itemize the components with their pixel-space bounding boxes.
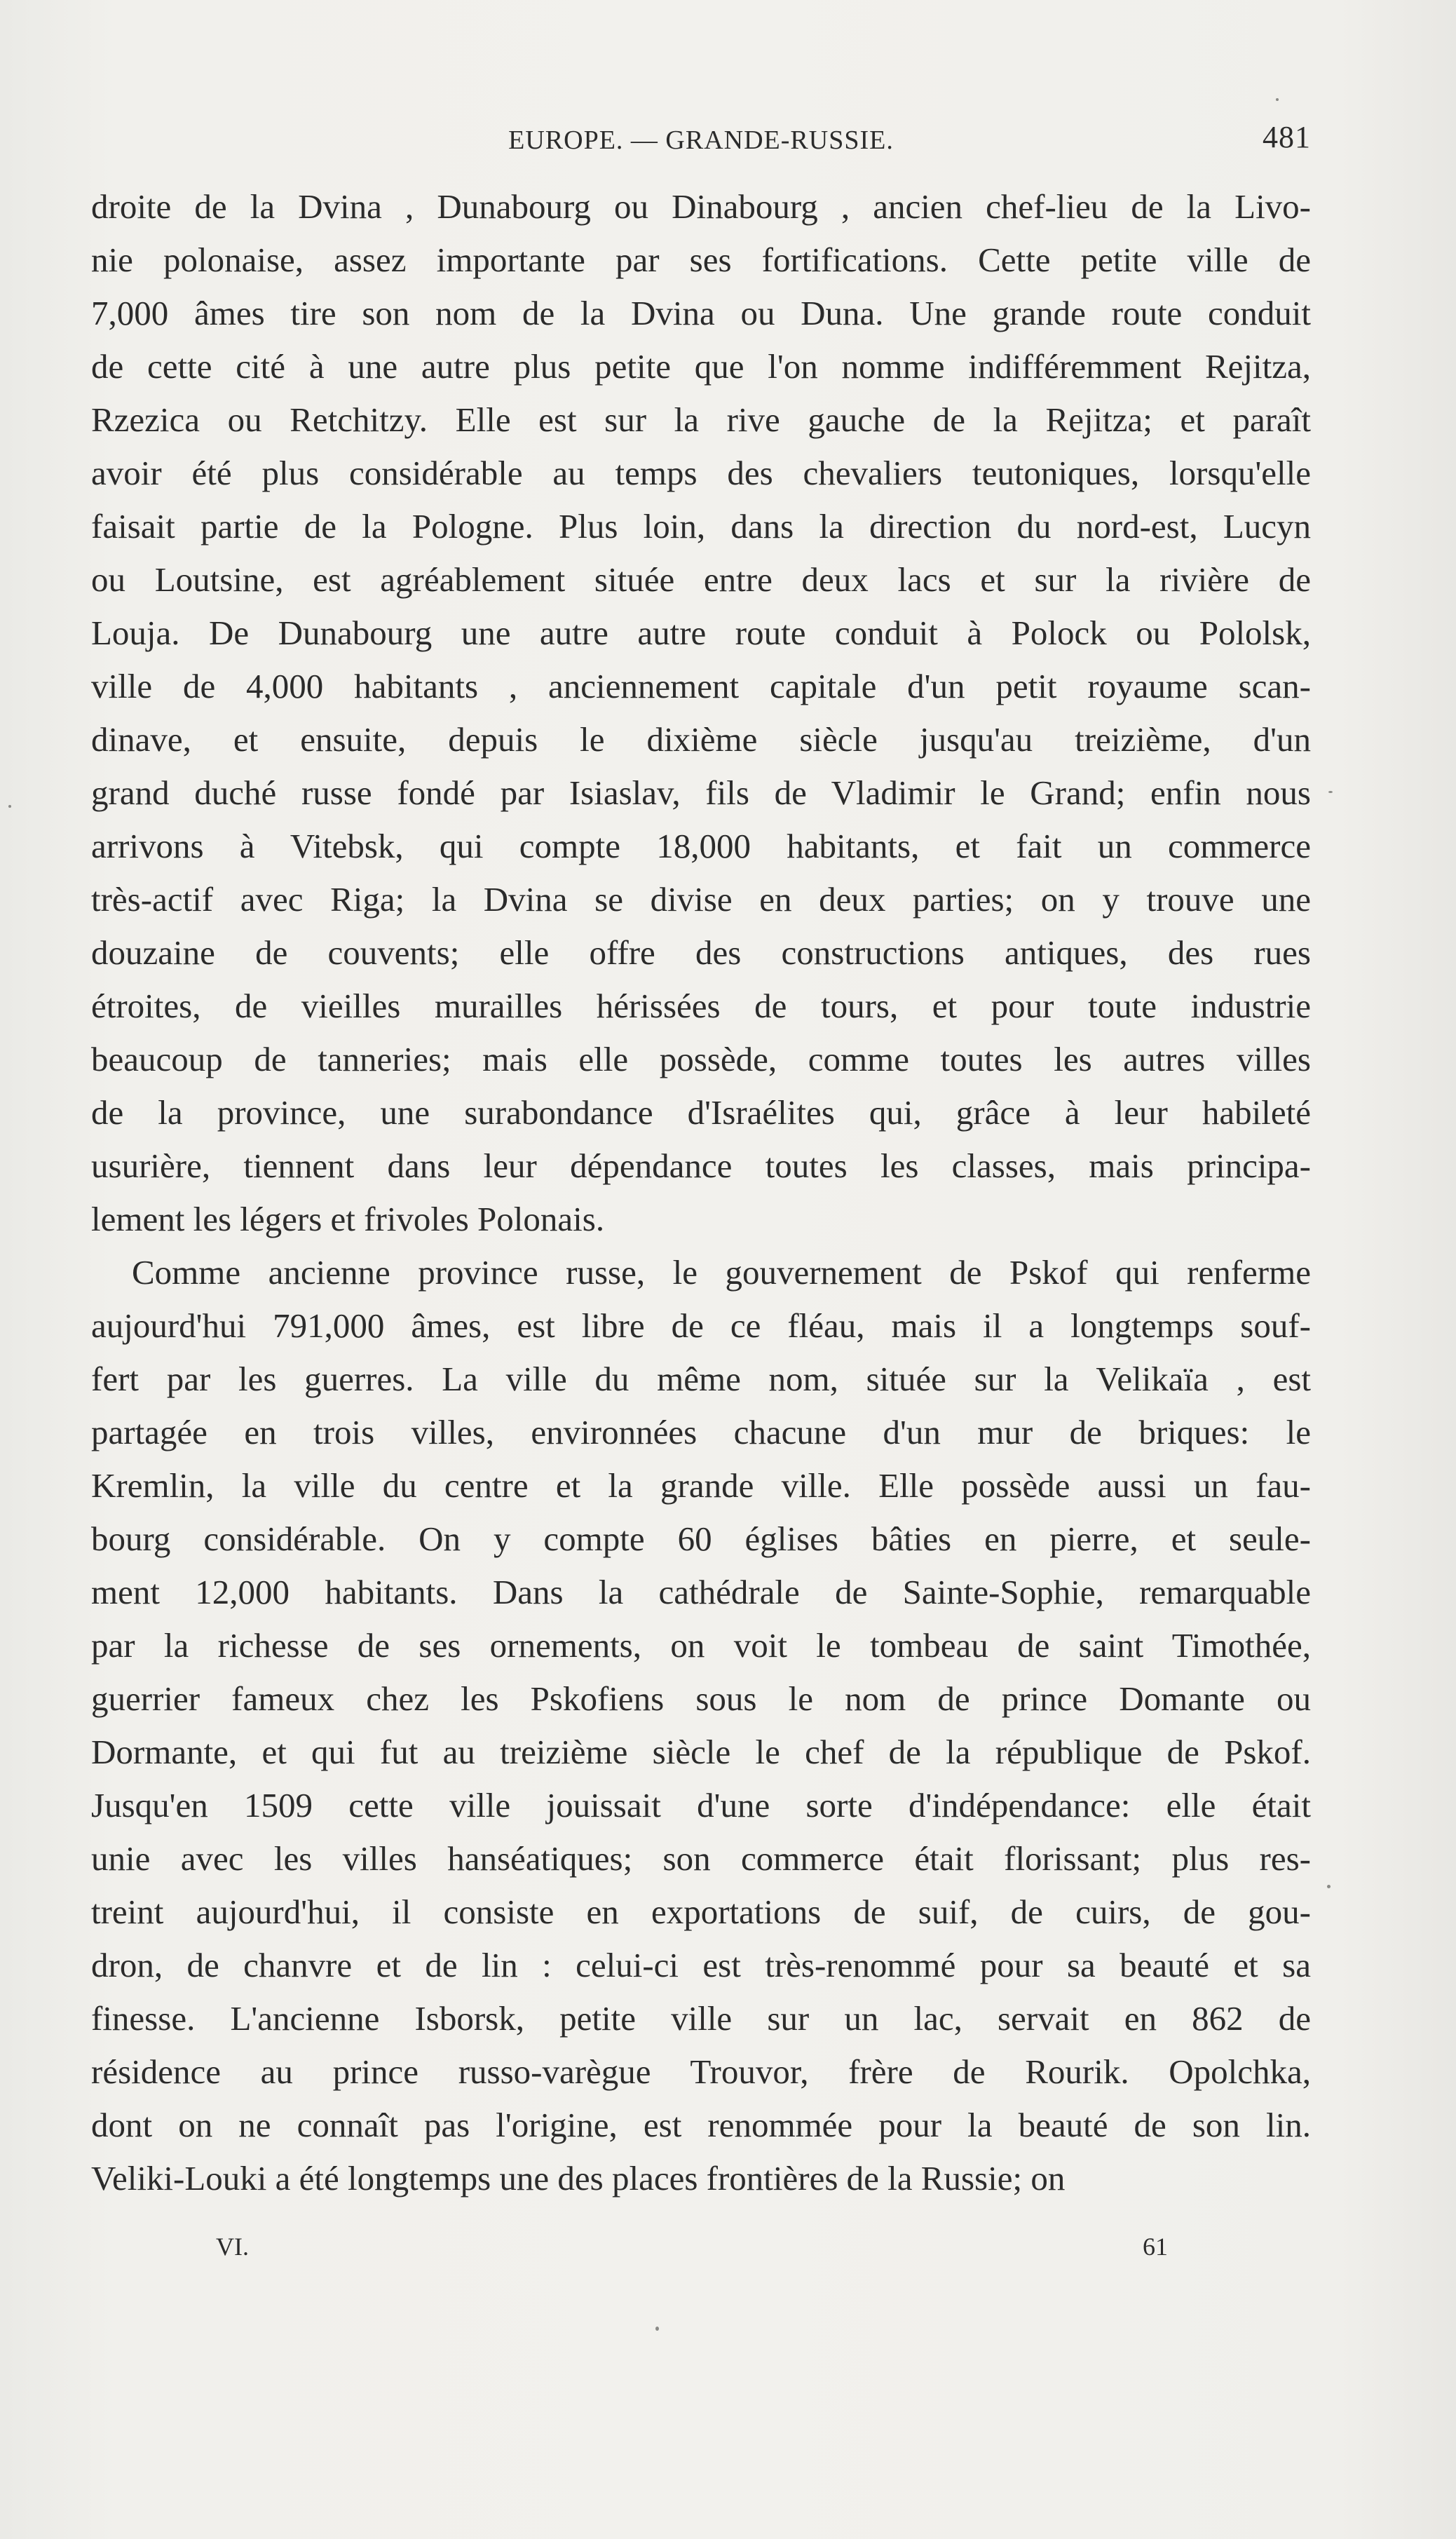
text-line: Louja. De Dunabourg une autre autre route conduit à Polock ou Pololsk, <box>91 614 1311 652</box>
text-line: lement les légers et frivoles Polonais. <box>91 1200 605 1238</box>
text-line: guerrier fameux chez les Pskofiens sous le nom de prince Domante ou <box>91 1679 1311 1718</box>
text-line: Comme ancienne province russe, le gouvernement de Pskof qui renferme <box>132 1253 1311 1292</box>
text-line: Veliki-Louki a été longtemps une des places frontières de la Russie; on <box>91 2159 1066 2198</box>
paragraph <box>91 180 1311 1246</box>
signature-mark: VI. <box>216 2233 249 2261</box>
text-line: de la province, une surabondance d'Israélites qui, grâce à leur habileté <box>91 1093 1311 1132</box>
paper-speck <box>1327 1885 1331 1888</box>
text-line: faisait partie de la Pologne. Plus loin, dans la direction du nord-est, Lucyn <box>91 507 1311 546</box>
running-head: EUROPE. — GRANDE-RUSSIE. <box>508 126 894 155</box>
text-line: Jusqu'en 1509 cette ville jouissait d'une sorte d'indépendance: elle était <box>91 1786 1311 1824</box>
text-line: ville de 4,000 habitants , anciennement capitale d'un petit royaume scan- <box>91 667 1311 705</box>
text-line: usurière, tiennent dans leur dépendance toutes les classes, mais principa- <box>91 1146 1311 1185</box>
page-number: 481 <box>1263 120 1311 154</box>
text-line: partagée en trois villes, environnées chacune d'un mur de briques: le <box>91 1413 1311 1451</box>
paragraph <box>91 1246 1311 2205</box>
text-line: dinave, et ensuite, depuis le dixième siècle jusqu'au treizième, d'un <box>91 720 1311 759</box>
text-line: dont on ne connaît pas l'origine, est renommée pour la beauté de son lin. <box>91 2106 1311 2144</box>
text-line: très-actif avec Riga; la Dvina se divise en deux parties; on y trouve une <box>91 880 1311 919</box>
text-line: de cette cité à une autre plus petite que l'on nomme indifféremment Rejitza, <box>91 347 1311 386</box>
text-line: beaucoup de tanneries; mais elle possède, comme toutes les autres villes <box>91 1040 1311 1078</box>
sheet-number: 61 <box>1143 2233 1168 2261</box>
page-header <box>91 119 1311 161</box>
text-line: grand duché russe fondé par Isiaslav, fils de Vladimir le Grand; enfin nous <box>91 773 1311 812</box>
text-line: résidence au prince russo-varègue Trouvor, frère de Rourik. Opolchka, <box>91 2052 1311 2091</box>
text-line: par la richesse de ses ornements, on voit le tombeau de saint Timothée, <box>91 1626 1311 1665</box>
body-text <box>91 180 1311 2205</box>
text-line: étroites, de vieilles murailles hérissées de tours, et pour toute industrie <box>91 987 1311 1025</box>
text-line: douzaine de couvents; elle offre des constructions antiques, des rues <box>91 933 1311 972</box>
paper-speck <box>1276 98 1279 101</box>
text-line: Kremlin, la ville du centre et la grande ville. Elle possède aussi un fau- <box>91 1466 1311 1505</box>
text-line: aujourd'hui 791,000 âmes, est libre de ce fléau, mais il a longtemps souf- <box>91 1306 1311 1345</box>
paper-speck <box>1328 791 1333 793</box>
text-line: 7,000 âmes tire son nom de la Dvina ou Duna. Une grande route conduit <box>91 294 1311 332</box>
text-line: ment 12,000 habitants. Dans la cathédrale de Sainte-Sophie, remarquable <box>91 1573 1311 1611</box>
text-line: finesse. L'ancienne Isborsk, petite ville sur un lac, servait en 862 de <box>91 1999 1311 2038</box>
text-line: nie polonaise, assez importante par ses fortifications. Cette petite ville de <box>91 241 1311 279</box>
text-line: droite de la Dvina , Dunabourg ou Dinabourg , ancien chef-lieu de la Livo- <box>91 187 1311 226</box>
text-line: ou Loutsine, est agréablement située entre deux lacs et sur la rivière de <box>91 560 1311 599</box>
paper-speck <box>655 2327 659 2331</box>
paper-speck <box>8 805 11 808</box>
text-line: unie avec les villes hanséatiques; son commerce était florissant; plus res- <box>91 1839 1311 1878</box>
text-line: fert par les guerres. La ville du même nom, située sur la Velikaïa , est <box>91 1360 1311 1398</box>
text-line: bourg considérable. On y compte 60 églises bâties en pierre, et seule- <box>91 1519 1311 1558</box>
text-line: avoir été plus considérable au temps des chevaliers teutoniques, lorsqu'elle <box>91 454 1311 492</box>
text-line: Rzezica ou Retchitzy. Elle est sur la rive gauche de la Rejitza; et paraît <box>91 400 1311 439</box>
text-line: Dormante, et qui fut au treizième siècle le chef de la république de Pskof. <box>91 1733 1311 1771</box>
page-footer <box>91 2232 1311 2274</box>
text-line: treint aujourd'hui, il consiste en exportations de suif, de cuirs, de gou- <box>91 1893 1311 1931</box>
paragraph-container <box>91 180 1311 2205</box>
text-line: dron, de chanvre et de lin : celui-ci est très-renommé pour sa beauté et sa <box>91 1946 1311 1984</box>
text-line: arrivons à Vitebsk, qui compte 18,000 habitants, et fait un commerce <box>91 827 1311 865</box>
